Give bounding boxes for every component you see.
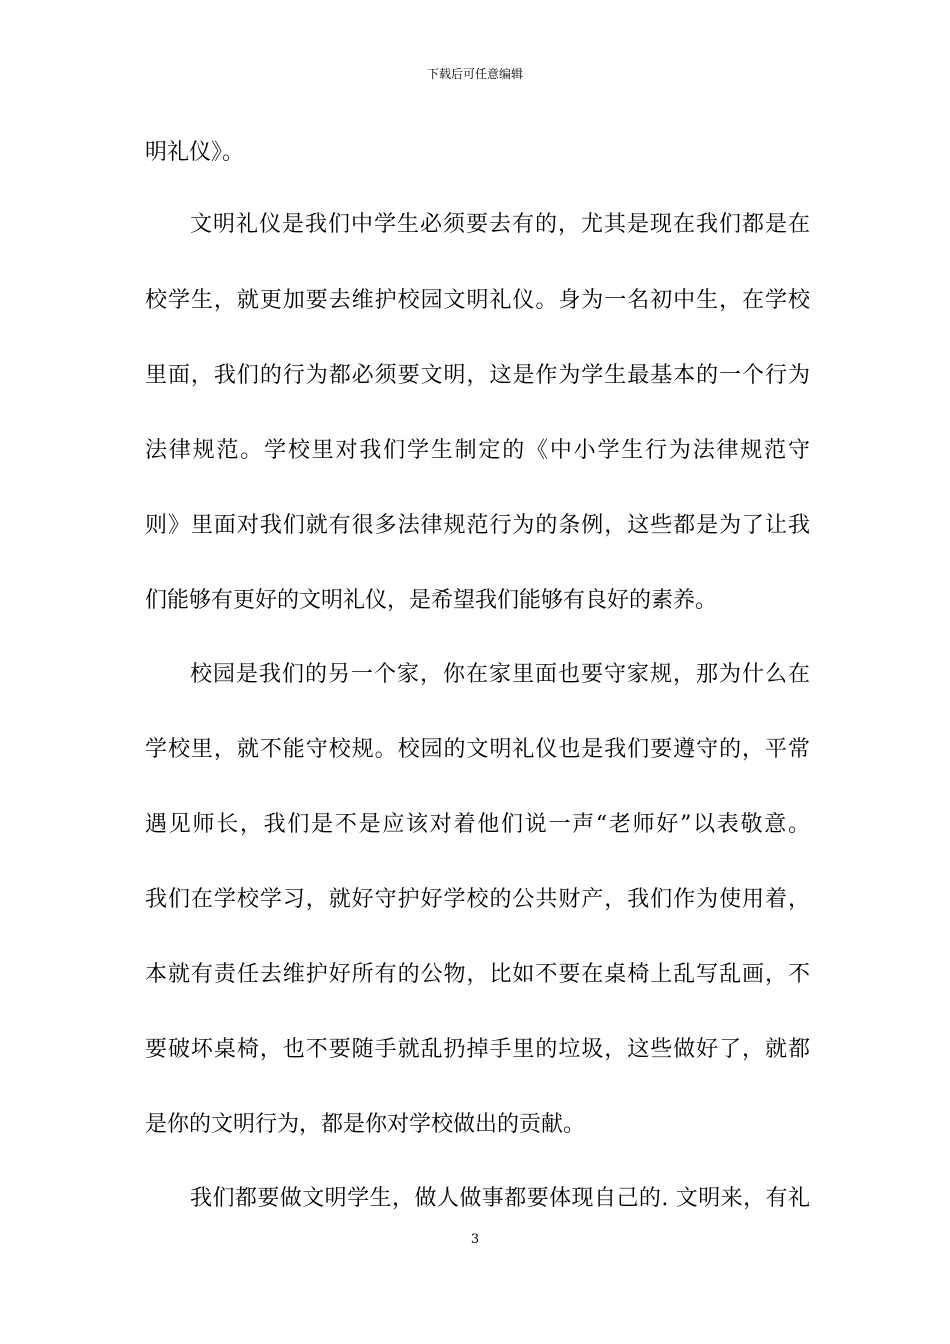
- paragraph-line: 里面，我们的行为都必须要文明，这是作为学生最基本的一个行为: [145, 363, 810, 388]
- paragraph-line: 则》里面对我们就有很多法律规范行为的条例，这些都是为了让我: [145, 513, 810, 538]
- paragraph-line: 我们都要做文明学生，做人做事都要体现自己的. 文明来，有礼: [190, 1186, 810, 1211]
- paragraph-line: 文明礼仪是我们中学生必须要去有的，尤其是现在我们都是在: [190, 212, 810, 237]
- paragraph-line: 我们在学校学习，就好守护好学校的公共财产，我们作为使用着，: [145, 887, 810, 912]
- paragraph-line: 校学生，就更加要去维护校园文明礼仪。身为一名初中生，在学校: [145, 288, 810, 313]
- paragraph-line: 学校里，就不能守校规。校园的文明礼仪也是我们要遵守的，平常: [145, 737, 810, 762]
- paragraph-line: 要破坏桌椅，也不要随手就乱扔掉手里的垃圾，这些做好了，就都: [145, 1037, 810, 1062]
- page-header: 下载后可任意编辑: [426, 67, 523, 81]
- paragraph-line: 本就有责任去维护好所有的公物，比如不要在桌椅上乱写乱画，不: [145, 962, 810, 987]
- paragraph-line: 明礼仪》。: [145, 140, 245, 165]
- paragraph-line: 校园是我们的另一个家，你在家里面也要守家规，那为什么在: [190, 662, 810, 687]
- paragraph-line: 遇见师长，我们是不是应该对着他们说一声“老师好”以表敬意。: [145, 812, 810, 837]
- page-number: 3: [470, 1232, 480, 1247]
- paragraph-line: 法律规范。学校里对我们学生制定的《中小学生行为法律规范守: [145, 438, 810, 463]
- paragraph-line: 们能够有更好的文明礼仪，是希望我们能够有良好的素养。: [145, 588, 718, 613]
- paragraph-line: 是你的文明行为，都是你对学校做出的贡献。: [145, 1112, 586, 1137]
